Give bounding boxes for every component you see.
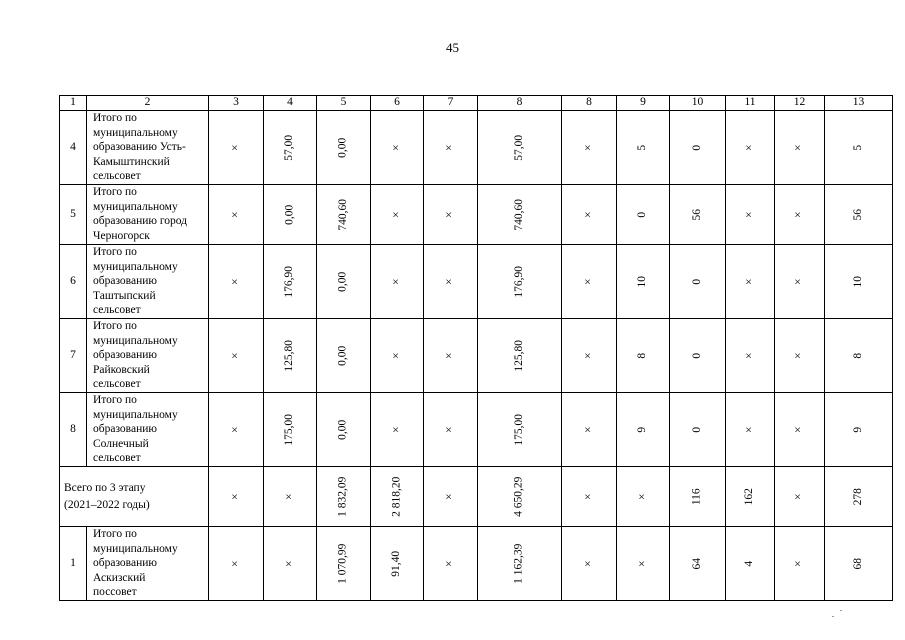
header-cell: 7 (424, 96, 478, 111)
row-name (87, 527, 209, 601)
cell-value: × (443, 352, 456, 359)
table-cell (317, 185, 371, 245)
cell-value: 278 (851, 487, 864, 506)
table-cell (478, 245, 562, 319)
cell-value: 2 818,20 (390, 476, 403, 517)
table-cell (478, 319, 562, 393)
table-cell (670, 111, 726, 185)
row-name (60, 467, 209, 527)
table-cell (209, 393, 264, 467)
row-name (87, 245, 209, 319)
cell-value: 9 (851, 426, 864, 433)
cell-value: × (792, 493, 805, 500)
cell-value: 56 (690, 208, 703, 221)
table-cell (775, 467, 825, 527)
cell-value: × (443, 211, 456, 218)
table-cell (670, 319, 726, 393)
table-cell (617, 111, 670, 185)
table-cell (726, 245, 775, 319)
cell-value: × (582, 278, 595, 285)
cell-value: 57,00 (283, 134, 296, 161)
table-cell (478, 111, 562, 185)
cell-value: × (582, 211, 595, 218)
cell-value: 116 (690, 488, 703, 505)
table-cell (264, 467, 317, 527)
cell-value: 1 070,99 (336, 543, 349, 584)
cell-value: 91,40 (390, 550, 403, 577)
row-number: 4 (60, 111, 87, 185)
table-cell (726, 393, 775, 467)
cell-value: 56 (851, 208, 864, 221)
table-cell (264, 185, 317, 245)
table-cell (825, 467, 893, 527)
cell-value: 1 162,39 (512, 543, 525, 584)
header-cell: 10 (670, 96, 726, 111)
row-name-line: образованию (93, 423, 157, 436)
table-cell (617, 319, 670, 393)
cell-value: 68 (851, 557, 864, 570)
table-cell (209, 319, 264, 393)
cell-value: × (390, 211, 403, 218)
cell-value: × (229, 560, 242, 567)
cell-value: × (792, 352, 805, 359)
table-cell (424, 467, 478, 527)
table-cell (825, 111, 893, 185)
row-name-line: муниципальному (93, 126, 178, 139)
table-cell (562, 111, 617, 185)
row-name-line: муниципальному (93, 334, 178, 347)
cell-value: × (743, 144, 756, 151)
cell-value: × (229, 144, 242, 151)
cell-value: 0,00 (336, 419, 349, 440)
table-cell (562, 467, 617, 527)
table-cell (478, 527, 562, 601)
cell-value: × (743, 211, 756, 218)
table-cell (371, 527, 424, 601)
row-name-line: Итого по (93, 246, 137, 258)
table-cell (209, 467, 264, 527)
table-cell (726, 111, 775, 185)
table-cell (317, 467, 371, 527)
table-cell (562, 319, 617, 393)
table-cell (617, 467, 670, 527)
cell-value: × (283, 560, 296, 567)
cell-value: 175,00 (512, 413, 525, 446)
row-name-line: образованию (93, 349, 157, 362)
row-name-line: образованию (93, 557, 157, 570)
cell-value: × (582, 352, 595, 359)
row-name-line: образованию (93, 275, 157, 288)
table-cell (371, 319, 424, 393)
row-number: 6 (60, 245, 87, 319)
table-cell (617, 393, 670, 467)
table-cell (726, 185, 775, 245)
cell-value: × (229, 493, 242, 500)
row-name-line: муниципальному (93, 200, 178, 213)
table-cell (775, 393, 825, 467)
table-cell (317, 245, 371, 319)
table-cell (317, 319, 371, 393)
cell-value: × (792, 211, 805, 218)
table-cell (617, 527, 670, 601)
cell-value: 0 (690, 352, 703, 359)
header-cell: 4 (264, 96, 317, 111)
table-cell (825, 185, 893, 245)
cell-value: × (743, 352, 756, 359)
cell-value: × (229, 278, 242, 285)
cell-value: 0 (690, 144, 703, 151)
table-cell (478, 393, 562, 467)
row-number: 7 (60, 319, 87, 393)
row-name-line: поссовет (93, 586, 137, 599)
table-cell (317, 393, 371, 467)
table-cell (371, 245, 424, 319)
row-name-line: Итого по (93, 394, 137, 406)
cell-value: × (792, 278, 805, 285)
table-cell (670, 393, 726, 467)
row-name-line: Всего по 3 этапу (64, 481, 146, 494)
table-cell (825, 319, 893, 393)
header-cell: 12 (775, 96, 825, 111)
row-number: 8 (60, 393, 87, 467)
table-cell (371, 185, 424, 245)
row-name-line: Камыштинский (93, 155, 170, 168)
cell-value: 0,00 (336, 271, 349, 292)
table-cell (424, 245, 478, 319)
header-cell: 9 (617, 96, 670, 111)
table-cell (617, 185, 670, 245)
cell-value: × (582, 560, 595, 567)
cell-value: 0 (690, 426, 703, 433)
page-number: 45 (446, 40, 459, 55)
cell-value: 57,00 (512, 134, 525, 161)
table-cell (775, 111, 825, 185)
cell-value: 5 (851, 144, 864, 151)
cell-value: 740,60 (336, 198, 349, 231)
table-cell (424, 527, 478, 601)
cell-value: × (582, 144, 595, 151)
row-number: 1 (60, 527, 87, 601)
cell-value: × (582, 426, 595, 433)
table-cell (825, 527, 893, 601)
table-cell (726, 319, 775, 393)
cell-value: 8 (636, 352, 649, 359)
row-name-line: Таштыпский (93, 289, 156, 302)
cell-value: 64 (690, 557, 703, 570)
row-name-line: Райковский (93, 363, 150, 376)
scan-speck (840, 610, 842, 611)
table-cell (264, 245, 317, 319)
cell-value: 125,80 (512, 339, 525, 372)
row-name (87, 319, 209, 393)
cell-value: 9 (636, 426, 649, 433)
table-cell (562, 185, 617, 245)
cell-value: × (229, 352, 242, 359)
table-row (60, 185, 893, 245)
table-cell (775, 245, 825, 319)
header-row (60, 96, 893, 111)
table-cell (371, 467, 424, 527)
row-name-line: Солнечный (93, 437, 149, 450)
cell-value: 4 (743, 560, 756, 567)
table-cell (670, 245, 726, 319)
cell-value: × (229, 211, 242, 218)
cell-value: 162 (743, 487, 756, 506)
cell-value: × (229, 426, 242, 433)
cell-value: 0,00 (336, 345, 349, 366)
table-cell (264, 319, 317, 393)
cell-value: × (443, 426, 456, 433)
table-row (60, 393, 893, 467)
cell-value: × (390, 426, 403, 433)
table-cell (562, 527, 617, 601)
cell-value: 8 (851, 352, 864, 359)
cell-value: × (390, 278, 403, 285)
cell-value: 740,60 (512, 198, 525, 231)
table-cell (209, 111, 264, 185)
row-name-line: сельсовет (93, 452, 141, 465)
cell-value: × (792, 144, 805, 151)
row-name-line: сельсовет (93, 378, 141, 391)
table-cell (209, 527, 264, 601)
cell-value: × (743, 278, 756, 285)
table-cell (726, 467, 775, 527)
header-cell: 6 (371, 96, 424, 111)
header-cell: 13 (825, 96, 893, 111)
cell-value: × (743, 426, 756, 433)
table-cell (264, 393, 317, 467)
header-cell: 8 (562, 96, 617, 111)
table-cell (775, 527, 825, 601)
table-cell (371, 111, 424, 185)
table-cell (775, 185, 825, 245)
table-cell (562, 393, 617, 467)
row-name-line: (2021–2022 годы) (64, 498, 150, 511)
cell-value: 176,90 (512, 265, 525, 298)
table-cell (424, 393, 478, 467)
row-name-line: сельсовет (93, 304, 141, 317)
row-number: 5 (60, 185, 87, 245)
table-cell (478, 467, 562, 527)
cell-value: × (582, 493, 595, 500)
cell-value: × (636, 493, 649, 500)
row-name-line: Итого по (93, 320, 137, 332)
cell-value: × (443, 493, 456, 500)
row-name-line: муниципальному (93, 260, 178, 273)
table-cell (670, 527, 726, 601)
table-cell (209, 245, 264, 319)
cell-value: 125,80 (283, 339, 296, 372)
table-row (60, 111, 893, 185)
cell-value: × (283, 493, 296, 500)
row-name-line: Итого по (93, 186, 137, 198)
table-cell (825, 245, 893, 319)
table-cell (209, 185, 264, 245)
table-cell (317, 527, 371, 601)
row-name (87, 393, 209, 467)
header-cell: 1 (60, 96, 87, 111)
table-cell (478, 185, 562, 245)
cell-value: × (443, 278, 456, 285)
header-cell: 8 (478, 96, 562, 111)
table-row (60, 527, 893, 601)
row-name-line: муниципальному (93, 408, 178, 421)
table-row (60, 245, 893, 319)
scan-speck (832, 616, 834, 617)
row-name (87, 185, 209, 245)
header-cell: 3 (209, 96, 264, 111)
row-name-line: сельсовет (93, 170, 141, 183)
table-cell (726, 527, 775, 601)
cell-value: 5 (636, 144, 649, 151)
data-table (59, 95, 893, 601)
cell-value: 1 832,09 (336, 476, 349, 517)
header-cell: 2 (87, 96, 209, 111)
cell-value: × (792, 426, 805, 433)
cell-value: 10 (851, 275, 864, 288)
cell-value: 0,00 (336, 137, 349, 158)
table-cell (264, 527, 317, 601)
cell-value: 175,00 (283, 413, 296, 446)
cell-value: 10 (636, 275, 649, 288)
cell-value: 0,00 (283, 204, 296, 225)
cell-value: 0 (690, 278, 703, 285)
cell-value: 0 (636, 211, 649, 218)
header-cell: 5 (317, 96, 371, 111)
cell-value: 4 650,29 (512, 476, 525, 517)
row-name-line: Черногорск (93, 229, 150, 242)
table-cell (670, 467, 726, 527)
table-cell (825, 393, 893, 467)
table-cell (424, 185, 478, 245)
table-cell (562, 245, 617, 319)
row-name-line: образованию Усть- (93, 141, 186, 154)
table-row (60, 319, 893, 393)
table-cell (371, 393, 424, 467)
cell-value: 176,90 (283, 265, 296, 298)
row-name-line: муниципальному (93, 542, 178, 555)
row-name-line: Итого по (93, 528, 137, 540)
table-cell (670, 185, 726, 245)
row-name-line: Аскизский (93, 571, 146, 584)
table-cell (317, 111, 371, 185)
header-cell: 11 (726, 96, 775, 111)
row-name-line: образованию город (93, 215, 188, 228)
cell-value: × (636, 560, 649, 567)
table-cell (424, 111, 478, 185)
row-name-line: Итого по (93, 112, 137, 124)
cell-value: × (792, 560, 805, 567)
row-name (87, 111, 209, 185)
table-cell (264, 111, 317, 185)
table-cell (775, 319, 825, 393)
table-cell (424, 319, 478, 393)
cell-value: × (443, 560, 456, 567)
cell-value: × (390, 144, 403, 151)
cell-value: × (443, 144, 456, 151)
cell-value: × (390, 352, 403, 359)
total-row (60, 467, 893, 527)
table-cell (617, 245, 670, 319)
